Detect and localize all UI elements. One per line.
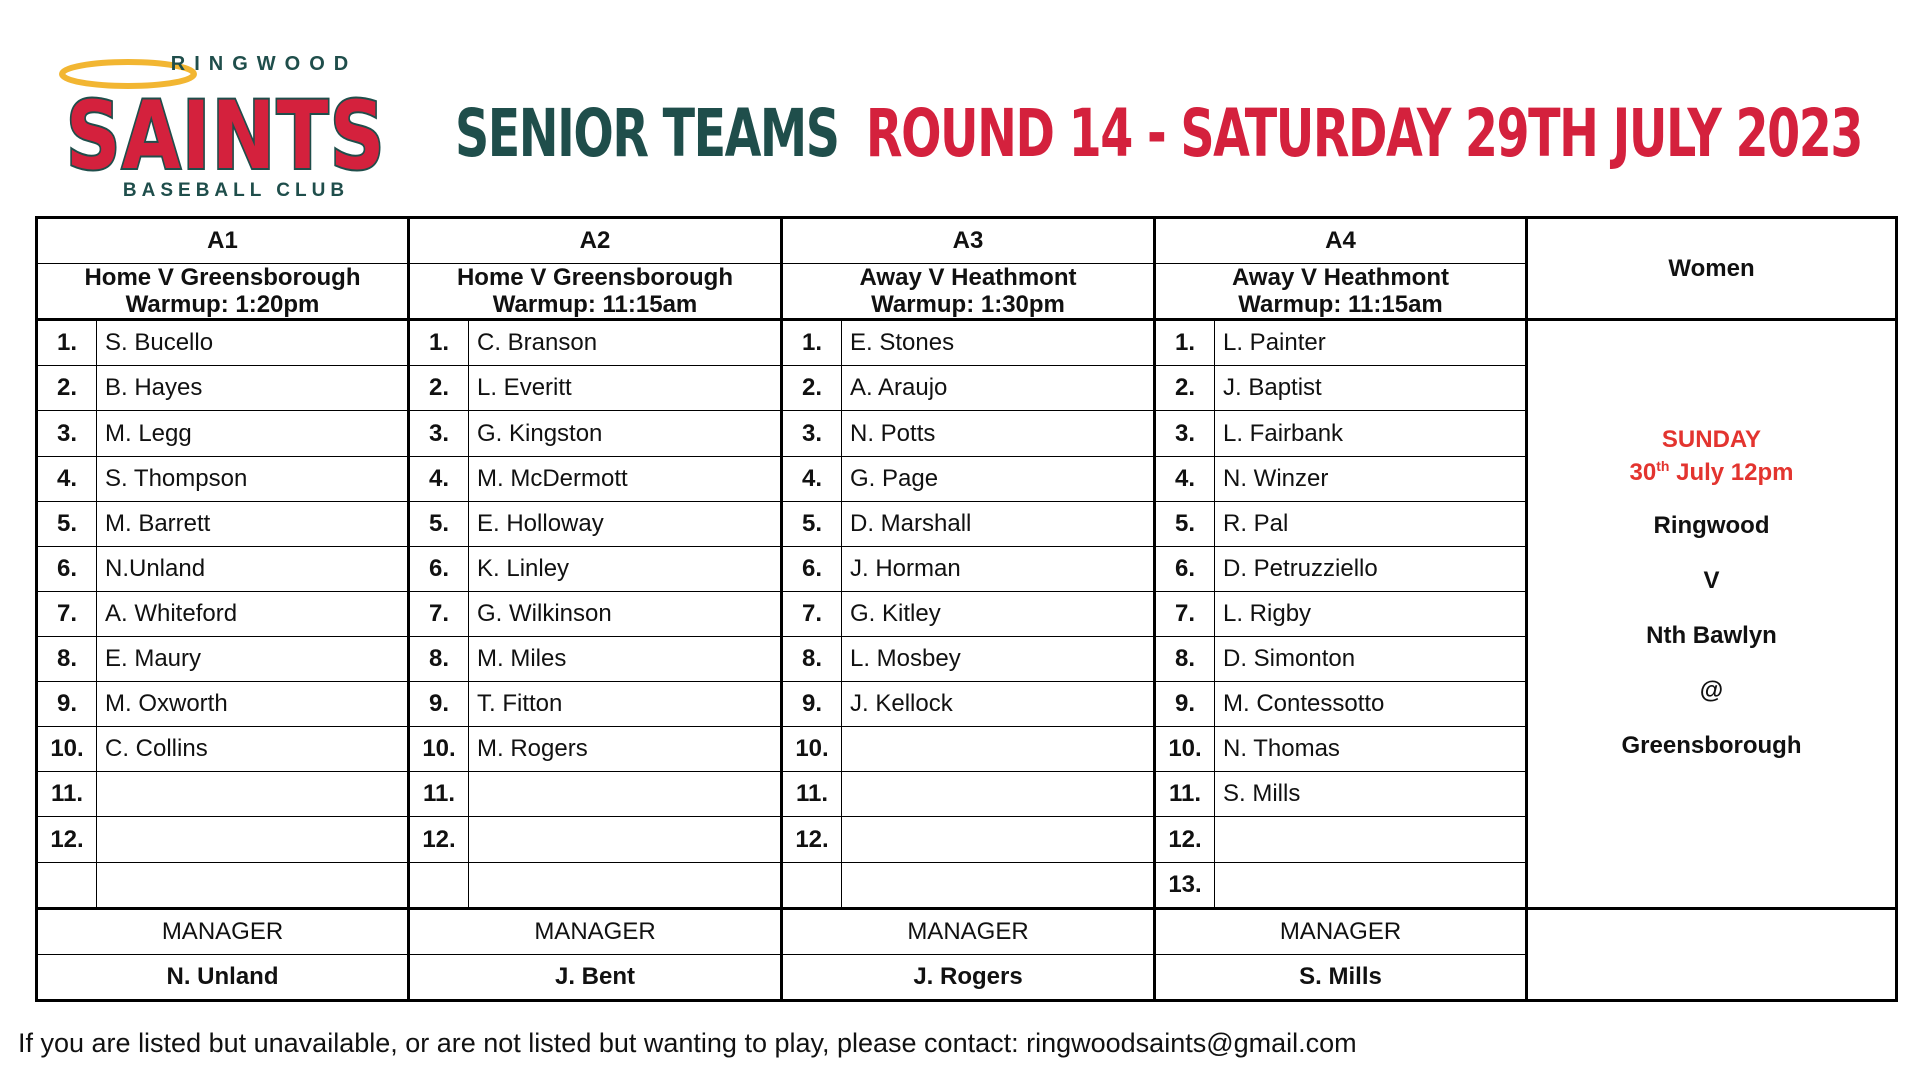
women-venue: Greensborough [1621, 732, 1802, 760]
manager-label: MANAGER [782, 908, 1155, 954]
player-name: L. Painter [1215, 320, 1527, 366]
player-number: 1. [782, 320, 842, 366]
women-opponent: Nth Bawlyn [1646, 622, 1777, 650]
player-name: R. Pal [1215, 501, 1527, 546]
women-home-team: Ringwood [1653, 512, 1770, 540]
player-row [37, 320, 1897, 366]
player-number: 12. [409, 817, 469, 862]
player-number: 11. [782, 772, 842, 817]
player-number: 4. [1155, 456, 1215, 501]
player-name: N. Potts [842, 411, 1155, 456]
player-name: L. Everitt [469, 366, 782, 411]
manager-label: MANAGER [1155, 908, 1527, 954]
player-name: G. Page [842, 456, 1155, 501]
player-number: 9. [1155, 682, 1215, 727]
player-number: 2. [782, 366, 842, 411]
player-number: 3. [782, 411, 842, 456]
player-number: 1. [1155, 320, 1215, 366]
player-number: 5. [1155, 501, 1215, 546]
grade-a3: A3 [782, 218, 1155, 264]
player-name: M. Contessotto [1215, 682, 1527, 727]
manager-name-a1: N. Unland [37, 954, 409, 1000]
player-name: T. Fitton [469, 682, 782, 727]
player-number: 6. [782, 546, 842, 591]
player-number: 2. [37, 366, 97, 411]
women-manager-blank [1527, 908, 1897, 1000]
player-name: D. Simonton [1215, 637, 1527, 682]
player-name [97, 817, 409, 862]
match-warmup: Warmup: 11:15am [1238, 291, 1443, 319]
player-number: 1. [37, 320, 97, 366]
player-name: N.Unland [97, 546, 409, 591]
grade-a4: A4 [1155, 218, 1527, 264]
player-name [469, 817, 782, 862]
grade-a1: A1 [37, 218, 409, 264]
women-at: @ [1699, 677, 1724, 705]
player-name: G. Wilkinson [469, 591, 782, 636]
player-number [37, 862, 97, 908]
player-name [97, 862, 409, 908]
match-info-a3 [782, 264, 1155, 320]
player-number: 4. [782, 456, 842, 501]
player-number: 11. [1155, 772, 1215, 817]
player-name: L. Fairbank [1215, 411, 1527, 456]
player-name: K. Linley [469, 546, 782, 591]
player-number: 9. [782, 682, 842, 727]
player-number: 5. [409, 501, 469, 546]
player-number: 8. [37, 637, 97, 682]
player-number: 11. [409, 772, 469, 817]
player-name: E. Stones [842, 320, 1155, 366]
women-date-suffix: th [1656, 458, 1670, 475]
player-name: M. McDermott [469, 456, 782, 501]
player-name: G. Kitley [842, 591, 1155, 636]
manager-label: MANAGER [409, 908, 782, 954]
player-name [842, 862, 1155, 908]
player-number: 8. [409, 637, 469, 682]
player-number: 4. [37, 456, 97, 501]
player-name: D. Marshall [842, 501, 1155, 546]
player-name: L. Rigby [1215, 591, 1527, 636]
women-day: SUNDAY [1661, 426, 1762, 454]
player-name: M. Miles [469, 637, 782, 682]
player-name: B. Hayes [97, 366, 409, 411]
player-number: 10. [782, 727, 842, 772]
player-number: 12. [782, 817, 842, 862]
player-number: 12. [1155, 817, 1215, 862]
match-info-a1 [37, 264, 409, 320]
player-name: E. Holloway [469, 501, 782, 546]
player-name [842, 727, 1155, 772]
manager-name-a3: J. Rogers [782, 954, 1155, 1000]
player-number: 4. [409, 456, 469, 501]
player-name: C. Branson [469, 320, 782, 366]
player-name: M. Legg [97, 411, 409, 456]
title-senior-teams: SENIOR TEAMS [455, 94, 839, 172]
title-round-date: ROUND 14 - SATURDAY 29TH JULY 2023 [865, 94, 1862, 172]
ringwood-saints-logo [56, 50, 406, 200]
player-name [97, 772, 409, 817]
player-number: 7. [409, 591, 469, 636]
player-number: 8. [1155, 637, 1215, 682]
player-name: N. Winzer [1215, 456, 1527, 501]
player-name: D. Petruzziello [1215, 546, 1527, 591]
manager-label: MANAGER [37, 908, 409, 954]
player-name: S. Mills [1215, 772, 1527, 817]
player-name: J. Kellock [842, 682, 1155, 727]
grade-row [37, 218, 1897, 264]
women-versus: V [1703, 567, 1720, 595]
match-opponent: Away V Heathmont [1232, 264, 1449, 292]
player-name [842, 772, 1155, 817]
player-number: 13. [1155, 862, 1215, 908]
logo-bottom-text: BASEBALL CLUB [122, 180, 350, 200]
player-number: 2. [409, 366, 469, 411]
logo-main-text: SAINTS [66, 82, 386, 191]
match-warmup: Warmup: 1:20pm [125, 291, 320, 319]
page-title [455, 88, 1862, 178]
player-number [782, 862, 842, 908]
player-name [1215, 817, 1527, 862]
player-number: 6. [1155, 546, 1215, 591]
player-name [842, 817, 1155, 862]
player-number: 6. [37, 546, 97, 591]
player-name: S. Thompson [97, 456, 409, 501]
player-number: 6. [409, 546, 469, 591]
grade-a2: A2 [409, 218, 782, 264]
player-name: J. Baptist [1215, 366, 1527, 411]
player-number: 3. [1155, 411, 1215, 456]
roster-table [35, 216, 1898, 1002]
player-name: C. Collins [97, 727, 409, 772]
player-number: 10. [37, 727, 97, 772]
player-name: M. Barrett [97, 501, 409, 546]
women-date-rest: July 12pm [1669, 459, 1794, 487]
women-date-num: 30 [1629, 459, 1657, 487]
manager-name-a2: J. Bent [409, 954, 782, 1000]
player-name: A. Whiteford [97, 591, 409, 636]
player-number: 5. [37, 501, 97, 546]
match-opponent: Away V Heathmont [859, 264, 1077, 292]
contact-footer: If you are listed but unavailable, or are not listed but wanting to play, please contact: ringwoodsaints@gmail.com [18, 1028, 1357, 1058]
player-name [469, 862, 782, 908]
player-name: M. Rogers [469, 727, 782, 772]
player-number: 7. [1155, 591, 1215, 636]
player-name [469, 772, 782, 817]
player-number: 5. [782, 501, 842, 546]
match-warmup: Warmup: 11:15am [492, 291, 698, 319]
player-number: 3. [37, 411, 97, 456]
player-name: N. Thomas [1215, 727, 1527, 772]
player-name: E. Maury [97, 637, 409, 682]
player-number: 9. [409, 682, 469, 727]
manager-name-a4: S. Mills [1155, 954, 1527, 1000]
player-name: A. Araujo [842, 366, 1155, 411]
match-warmup: Warmup: 1:30pm [871, 291, 1065, 319]
women-fixture [1527, 320, 1897, 908]
match-info-a2 [409, 264, 782, 320]
player-number: 2. [1155, 366, 1215, 411]
player-number: 11. [37, 772, 97, 817]
player-number: 12. [37, 817, 97, 862]
player-number: 7. [37, 591, 97, 636]
match-info-a4 [1155, 264, 1527, 320]
manager-label-row [37, 908, 1897, 954]
player-name [1215, 862, 1527, 908]
player-name: J. Horman [842, 546, 1155, 591]
player-number [409, 862, 469, 908]
player-number: 8. [782, 637, 842, 682]
player-name: G. Kingston [469, 411, 782, 456]
player-number: 10. [409, 727, 469, 772]
player-number: 3. [409, 411, 469, 456]
women-date [1528, 453, 1895, 486]
player-name: S. Bucello [97, 320, 409, 366]
player-name: M. Oxworth [97, 682, 409, 727]
match-opponent: Home V Greensborough [456, 264, 734, 292]
player-number: 7. [782, 591, 842, 636]
player-name: L. Mosbey [842, 637, 1155, 682]
player-number: 9. [37, 682, 97, 727]
match-opponent: Home V Greensborough [84, 264, 361, 292]
player-number: 1. [409, 320, 469, 366]
logo-top-text: RINGWOOD [170, 53, 358, 75]
player-number: 10. [1155, 727, 1215, 772]
women-header: Women [1527, 218, 1897, 320]
